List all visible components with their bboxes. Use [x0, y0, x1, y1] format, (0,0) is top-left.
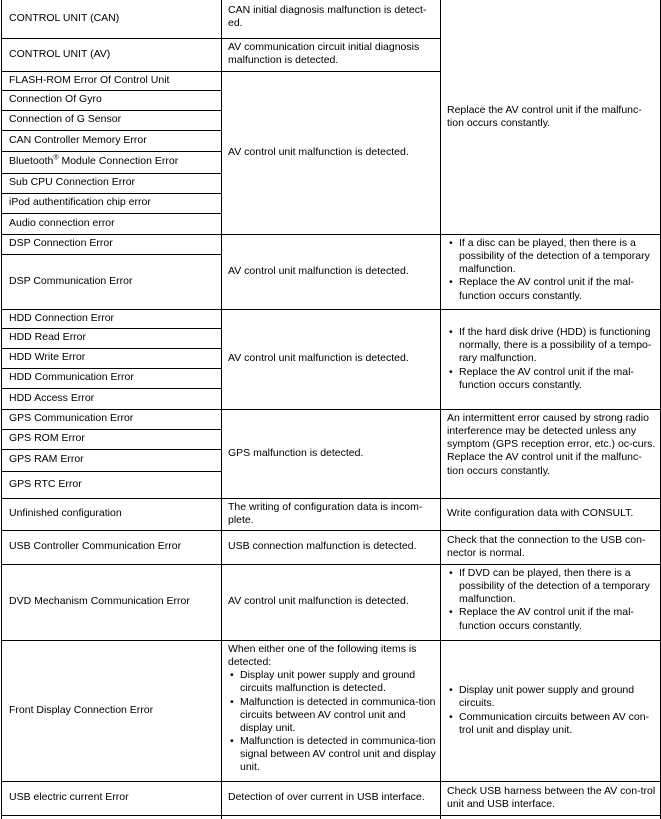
action-bullet: • If DVD can be played, then there is a possibility of the detection of a temporary malfunction.	[447, 567, 657, 606]
item-gps-rom-error: GPS ROM Error	[9, 432, 85, 445]
action-bullet: • Display unit power supply and ground circuits.	[447, 684, 657, 710]
action-usb-current: Check USB harness between the AV con-trol unit and USB interface.	[447, 784, 656, 810]
condition-bullet: • Display unit power supply and ground circuits malfunction is detected.	[228, 669, 436, 695]
item-can-controller-memory-error: CAN Controller Memory Error	[9, 133, 147, 146]
item-hdd-communication-error: HDD Communication Error	[9, 371, 134, 384]
condition-intro: When either one of the following items is detected:	[228, 643, 417, 669]
item-sub-cpu-connection-error: Sub CPU Connection Error	[9, 176, 136, 189]
row-divider	[1, 815, 661, 816]
item-gps-communication-error: GPS Communication Error	[9, 412, 134, 425]
item-connection-of-g-sensor: Connection of G Sensor	[9, 113, 122, 126]
condition-hdd-group: AV control unit malfunction is detected.	[228, 352, 409, 365]
action-bullet: • Replace the AV control unit if the mal-function occurs constantly.	[447, 276, 657, 302]
item-dsp-connection-error: DSP Connection Error	[9, 237, 113, 250]
action-bullet: • Communication circuits between AV con-trol unit and display unit.	[447, 711, 657, 737]
item-hdd-write-error: HDD Write Error	[9, 351, 86, 364]
action-usb-controller: Check that the connection to the USB con-nector is normal.	[447, 533, 646, 559]
condition-usb-controller: USB connection malfunction is detected.	[228, 540, 417, 553]
item-hdd-read-error: HDD Read Error	[9, 331, 87, 344]
item-ipod-auth-chip-error: iPod authentification chip error	[9, 196, 151, 209]
action-unfinished-configuration: Write configuration data with CONSULT.	[447, 507, 634, 520]
item-dsp-communication-error: DSP Communication Error	[9, 274, 133, 287]
condition-av-group: AV control unit malfunction is detected.	[228, 145, 409, 158]
action-bullet: • If the hard disk drive (HDD) is functioning normally, there is a possibility of a tempo-rary malfunction.	[447, 326, 657, 365]
action-av-group: Replace the AV control unit if the malfunc-tion occurs constantly.	[447, 104, 642, 130]
condition-bullet: • Malfunction is detected in communica-tion circuits between AV control unit and display unit.	[228, 696, 436, 735]
item-bluetooth-module-error: Bluetooth® Module Connection Error	[9, 154, 179, 168]
condition-unfinished-configuration: The writing of configuration data is incom-plete.	[228, 500, 423, 526]
item-hdd-access-error: HDD Access Error	[9, 391, 95, 404]
item-usb-current-error: USB electric current Error	[9, 791, 129, 804]
item-front-display-error: Front Display Connection Error	[9, 703, 154, 716]
action-front-display	[447, 640, 657, 781]
condition-usb-current: Detection of over current in USB interface.	[228, 791, 425, 804]
item-flash-rom-error: FLASH-ROM Error Of Control Unit	[9, 73, 170, 86]
action-bullet: • If a disc can be played, then there is a possibility of the detection of a temporary malfunction.	[447, 237, 657, 276]
action-hdd-group	[447, 309, 657, 409]
action-text: Replace the AV control unit if the malfunc-tion occurs constantly.	[447, 451, 642, 477]
action-bullet: • Replace the AV control unit if the mal-function occurs constantly.	[447, 606, 657, 632]
action-dvd	[447, 567, 657, 639]
item-control-unit-can: CONTROL UNIT (CAN)	[9, 12, 120, 25]
action-text: An intermittent error caused by strong radio interference may be detected unless any symptom (GPS reception error, etc.) oc-curs.	[447, 412, 656, 451]
condition-control-unit-av: AV communication circuit initial diagnosis malfunction is detected.	[228, 41, 420, 67]
condition-gps-group: GPS malfunction is detected.	[228, 446, 364, 459]
action-dsp-group	[447, 237, 657, 307]
condition-front-display	[228, 643, 436, 780]
item-unfinished-configuration: Unfinished configuration	[9, 507, 122, 520]
item-audio-connection-error: Audio connection error	[9, 216, 115, 229]
item-gps-ram-error: GPS RAM Error	[9, 453, 84, 466]
condition-bullet: • Malfunction is detected in communica-tion signal between AV control unit and display unit.	[228, 735, 436, 774]
condition-dvd: AV control unit malfunction is detected.	[228, 595, 409, 608]
condition-dsp-group: AV control unit malfunction is detected.	[228, 264, 409, 277]
item-control-unit-av: CONTROL UNIT (AV)	[9, 47, 111, 60]
action-bullet: • Replace the AV control unit if the mal-function occurs constantly.	[447, 366, 657, 392]
item-dvd-mechanism-error: DVD Mechanism Communication Error	[9, 595, 190, 608]
item-connection-of-gyro: Connection Of Gyro	[9, 93, 102, 106]
item-hdd-connection-error: HDD Connection Error	[9, 311, 115, 324]
action-gps-group	[447, 412, 657, 496]
condition-control-unit-can: CAN initial diagnosis malfunction is detect-ed.	[228, 4, 427, 30]
item-gps-rtc-error: GPS RTC Error	[9, 477, 82, 490]
item-usb-controller-error: USB Controller Communication Error	[9, 540, 182, 553]
